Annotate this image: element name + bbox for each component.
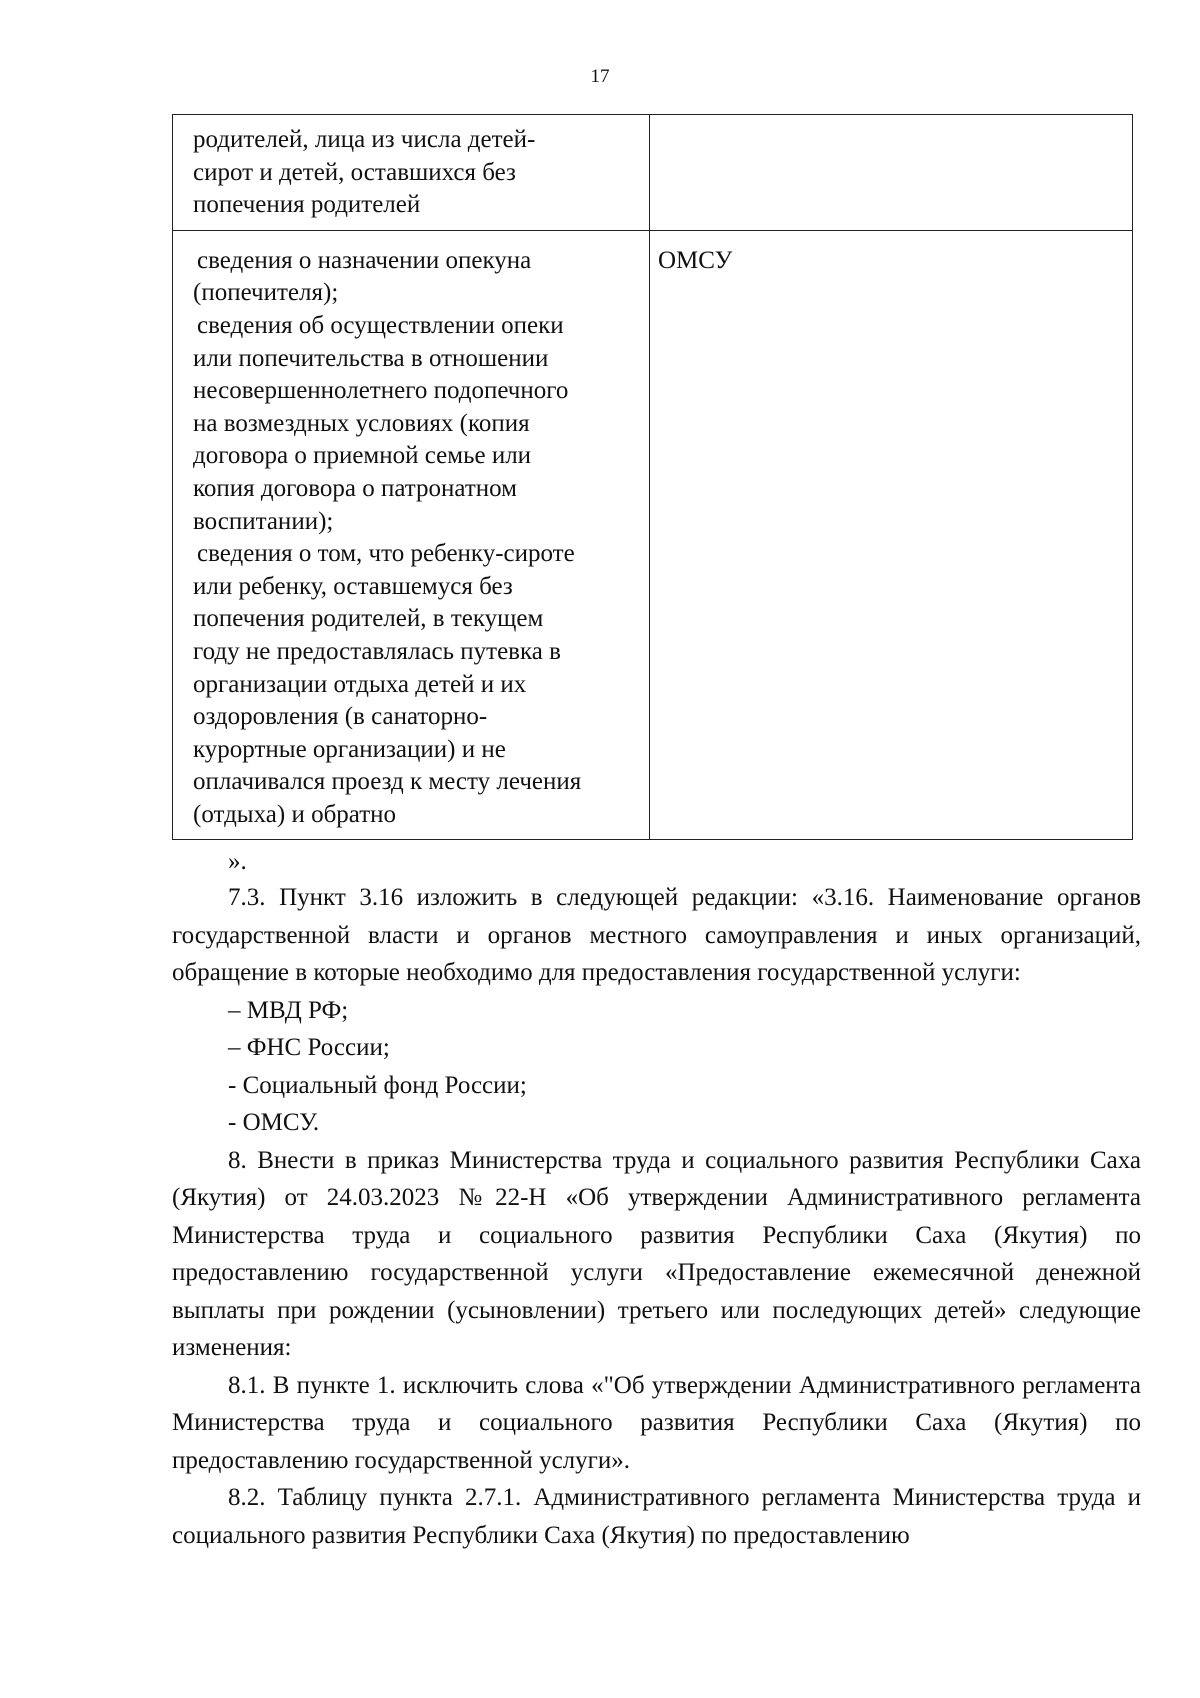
list-item: - ОМСУ. [228, 1109, 320, 1136]
cell-line: сведения о том, что ребенку-сироте [197, 540, 575, 568]
list-item: – МВД РФ; [228, 996, 349, 1024]
cell-line: (отдыха) и обратно [193, 800, 397, 828]
cell-line: организации отдыха детей и их [193, 670, 527, 698]
cell-line: или ребенку, оставшемуся без [193, 572, 513, 600]
table-cell-right [650, 230, 1133, 840]
table-cell-left [173, 115, 650, 231]
table-row [173, 115, 1133, 231]
cell-line: попечения родителей [193, 191, 421, 219]
cell-line: несовершеннолетнего подопечного [193, 377, 569, 405]
cell-line: попечения родителей, в текущем [193, 605, 544, 633]
table-row [173, 230, 1133, 840]
paragraph-8-1: 8.1. В пункте 1. исключить слова «"Об утверждении Административного регламента Министерства труда и социального развития Республики Саха (Якутия) по предоставлению государственной услуги». [172, 1371, 1141, 1474]
closing-quote: ». [228, 848, 247, 875]
table-cell-right [650, 115, 1133, 231]
cell-line: сведения о назначении опекуна [197, 246, 532, 274]
cell-line: оздоровления (в санаторно- [193, 703, 488, 731]
cell-line: договора о приемной семье или [193, 442, 532, 470]
cell-line: родителей, лица из числа детей- [193, 126, 536, 153]
list-item: - Социальный фонд России; [228, 1071, 527, 1099]
cell-value: ОМСУ [658, 246, 733, 274]
cell-line: оплачивался проезд к месту лечения [193, 768, 582, 796]
body-text [172, 879, 1141, 1554]
paragraph-8-2: 8.2. Таблицу пункта 2.7.1. Административного регламента Министерства труда и социального развития Республики Саха (Якутия) по предоставлению [172, 1484, 1141, 1549]
cell-line: копия договора о патронатном [193, 474, 517, 502]
cell-line: сирот и детей, оставшихся без [193, 158, 516, 186]
cell-line: или попечительства в отношении [193, 344, 549, 372]
cell-line: сведения об осуществлении опеки [197, 311, 564, 339]
paragraph-7-3: 7.3. Пункт 3.16 изложить в следующей редакции: «3.16. Наименование органов государственной власти и органов местного самоуправления и иных организаций, обращение в которые необходимо для предоставления государственной услуги: [172, 884, 1141, 986]
cell-value [650, 115, 1132, 137]
list-item: – ФНС России; [228, 1034, 390, 1061]
page-number: 17 [590, 66, 610, 87]
documents-table [172, 114, 1133, 840]
cell-line: году не предоставлялась путевка в [193, 637, 561, 665]
cell-line: (попечителя); [193, 279, 339, 307]
paragraph-8: 8. Внести в приказ Министерства труда и социального развития Республики Саха (Якутия) от 24.03.2023 №22-Н «Об утверждении Административного регламента Министерства труда и социального развития Республики Саха (Якутия) по предоставлению государственной услуги «Предоставление ежемесячной денежной выплаты при рождении (усыновлении) третьего или последующих детей» следующие изменения: [172, 1146, 1141, 1361]
cell-line: курортные организации) и не [193, 735, 506, 763]
cell-line: воспитании); [193, 507, 334, 535]
cell-line: на возмездных условиях (копия [193, 409, 530, 437]
table-cell-left [173, 230, 650, 840]
